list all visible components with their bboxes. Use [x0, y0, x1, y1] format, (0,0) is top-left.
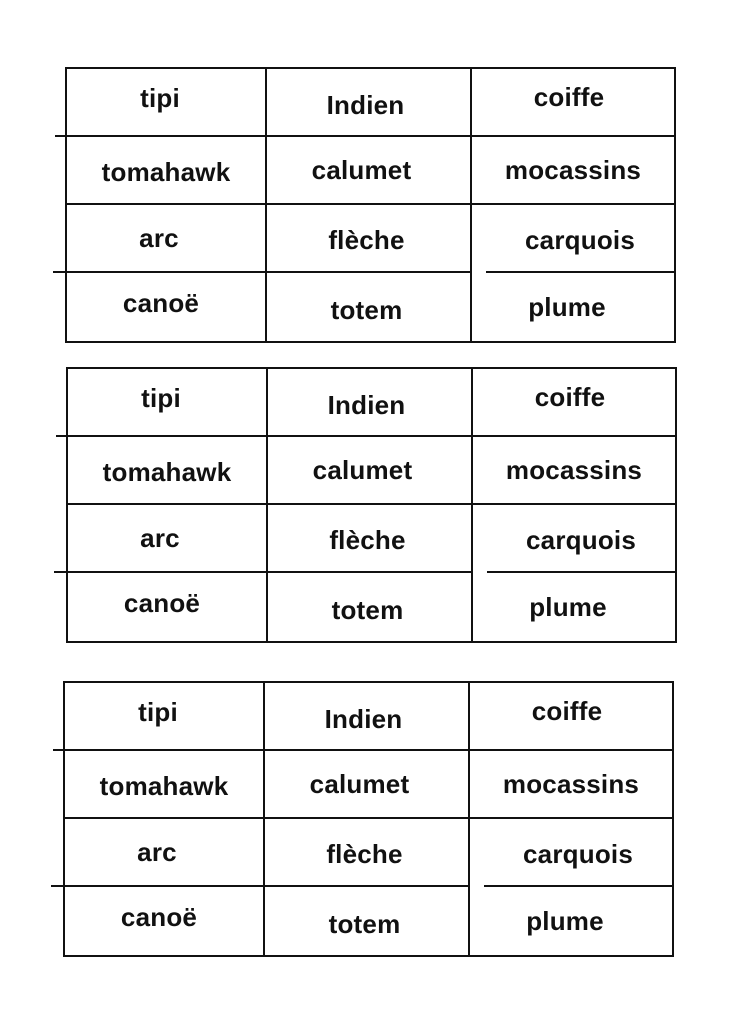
word-cell-plume: plume [529, 591, 607, 622]
word-table-3 [63, 681, 674, 957]
word-cell-plume: plume [526, 905, 604, 936]
word-cell-mocassins: mocassins [473, 437, 675, 505]
word-cell-coiffe: coiffe [465, 369, 675, 437]
word-cell-fleche: flèche [261, 819, 470, 887]
word-cell-fleche: flèche [263, 205, 472, 273]
word-cell-tomahawk: tomahawk [65, 751, 265, 819]
word-cell-coiffe: coiffe [462, 683, 672, 751]
word-cell-calumet: calumet [253, 137, 472, 205]
word-cell-totem: totem [261, 887, 470, 955]
word-cell-totem: totem [263, 273, 472, 341]
word-cell-arc: arc [54, 505, 268, 573]
word-cell-carquois: carquois [484, 819, 672, 887]
word-cell-mocassins: mocassins [470, 751, 672, 819]
word-cell-fleche: flèche [264, 505, 473, 573]
word-cell-tipi: tipi [53, 683, 265, 751]
word-cell-totem: totem [264, 573, 473, 641]
word-cell-indien: Indien [262, 369, 473, 437]
word-cell-tipi: tipi [56, 369, 268, 437]
word-table-1 [65, 67, 676, 343]
word-cell-carquois: carquois [487, 505, 675, 573]
word-cell-tomahawk: tomahawk [67, 137, 267, 205]
word-cell-arc: arc [51, 819, 265, 887]
word-cell-coiffe: coiffe [464, 69, 674, 137]
word-cell-carquois: carquois [486, 205, 674, 273]
word-cell-arc: arc [53, 205, 267, 273]
word-cell-mocassins: mocassins [472, 137, 674, 205]
word-table-2 [66, 367, 677, 643]
word-cell-calumet: calumet [254, 437, 473, 505]
word-cell-tomahawk: tomahawk [68, 437, 268, 505]
word-cell-plume: plume [528, 291, 606, 322]
word-cell-calumet: calumet [251, 751, 470, 819]
word-cell-canoe: canoë [58, 573, 268, 641]
word-cell-indien: Indien [259, 683, 470, 751]
word-cell-canoe: canoë [55, 887, 265, 955]
word-cell-tipi: tipi [55, 69, 267, 137]
word-cell-canoe: canoë [57, 273, 267, 341]
word-cell-indien: Indien [261, 69, 472, 137]
